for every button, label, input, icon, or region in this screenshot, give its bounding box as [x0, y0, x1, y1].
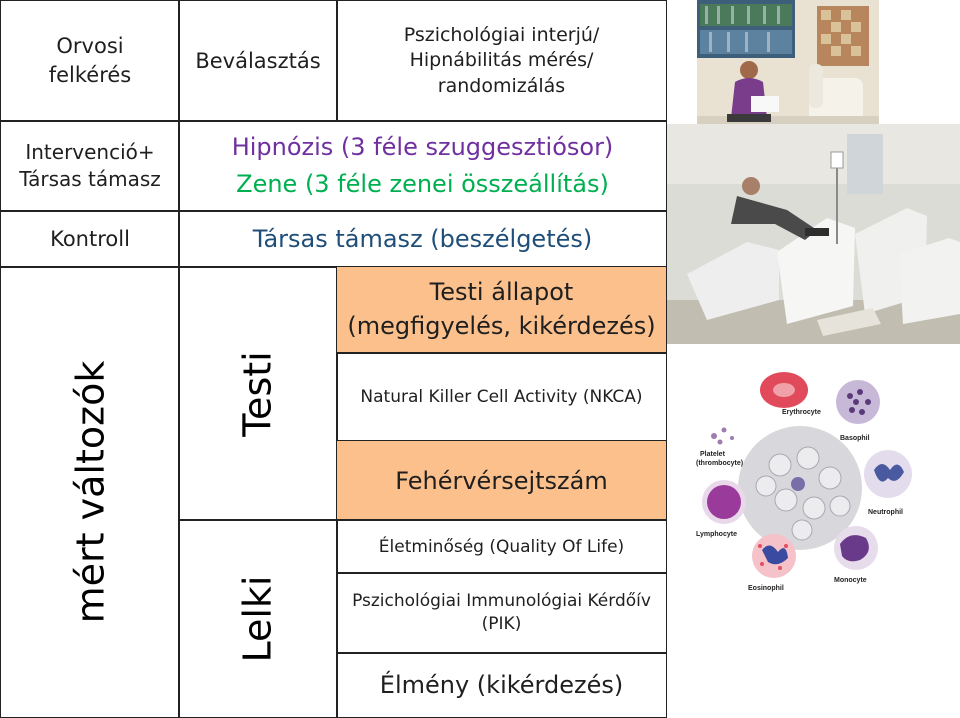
qol-cell	[336, 519, 667, 574]
intervencio-text: Intervenció+ Társas támasz	[19, 140, 161, 191]
orvosi-felkeres-text: Orvosi felkérés	[48, 33, 132, 87]
zene-text: Zene (3 féle zenei összeállítás)	[236, 170, 609, 198]
nkca-text: Natural Killer Cell Activity (NKCA)	[360, 387, 643, 407]
tarsas-tamasz-text: Társas támasz (beszélgetés)	[252, 225, 593, 253]
testi-label: Testi	[235, 350, 280, 437]
intervention-content-cell	[178, 120, 667, 212]
blood-cells-diagram	[690, 360, 950, 592]
hipnozis-text: Hipnózis (3 féle szuggesztiósor)	[231, 132, 614, 161]
feher-text: Fehérvérsejtszám	[395, 466, 608, 495]
pik-text: Pszichológiai Immunológiai Kérdőív (PIK)	[352, 591, 651, 634]
pik-cell	[336, 572, 667, 654]
testi-allapot-cell	[336, 266, 667, 354]
thrombocyte-label: (thrombocyte)	[696, 460, 744, 467]
feher-cell	[336, 440, 667, 521]
erythrocyte-label: Erythrocyte	[782, 409, 821, 416]
monocyte-label: Monocyte	[834, 577, 867, 584]
kontroll-text: Kontroll	[50, 227, 130, 251]
kontroll-cell	[0, 210, 180, 268]
qol-text: Életminőség (Quality Of Life)	[378, 536, 625, 557]
orvosi-felkeres-cell	[0, 0, 180, 122]
testi-allapot-text: Testi állapot (megfigyelés, kikérdezés)	[347, 278, 656, 340]
infusion-room-photo	[667, 124, 960, 344]
elmeny-cell	[336, 652, 667, 718]
lymphocyte-label: Lymphocyte	[696, 531, 737, 538]
neutrophil-label: Neutrophil	[868, 509, 903, 516]
platelet-label: Platelet	[700, 451, 725, 458]
therapist-photo	[697, 0, 879, 136]
eosinophil-label: Eosinophil	[748, 585, 784, 592]
interju-cell	[336, 0, 667, 122]
bevalasztas-cell	[178, 0, 338, 122]
elmeny-text: Élmény (kikérdezés)	[379, 671, 624, 699]
mert-valtozok-label: mért változók	[68, 360, 112, 624]
lelki-label: Lelki	[235, 574, 280, 663]
intervencio-cell	[0, 120, 180, 212]
bevalasztas-text: Beválasztás	[195, 49, 321, 73]
nkca-cell	[336, 352, 667, 442]
basophil-label: Basophil	[840, 435, 870, 442]
interju-text: Pszichológiai interjú/ Hipnábilitás mérés/ randomizálás	[403, 23, 600, 97]
tarsas-tamasz-cell	[178, 210, 667, 268]
